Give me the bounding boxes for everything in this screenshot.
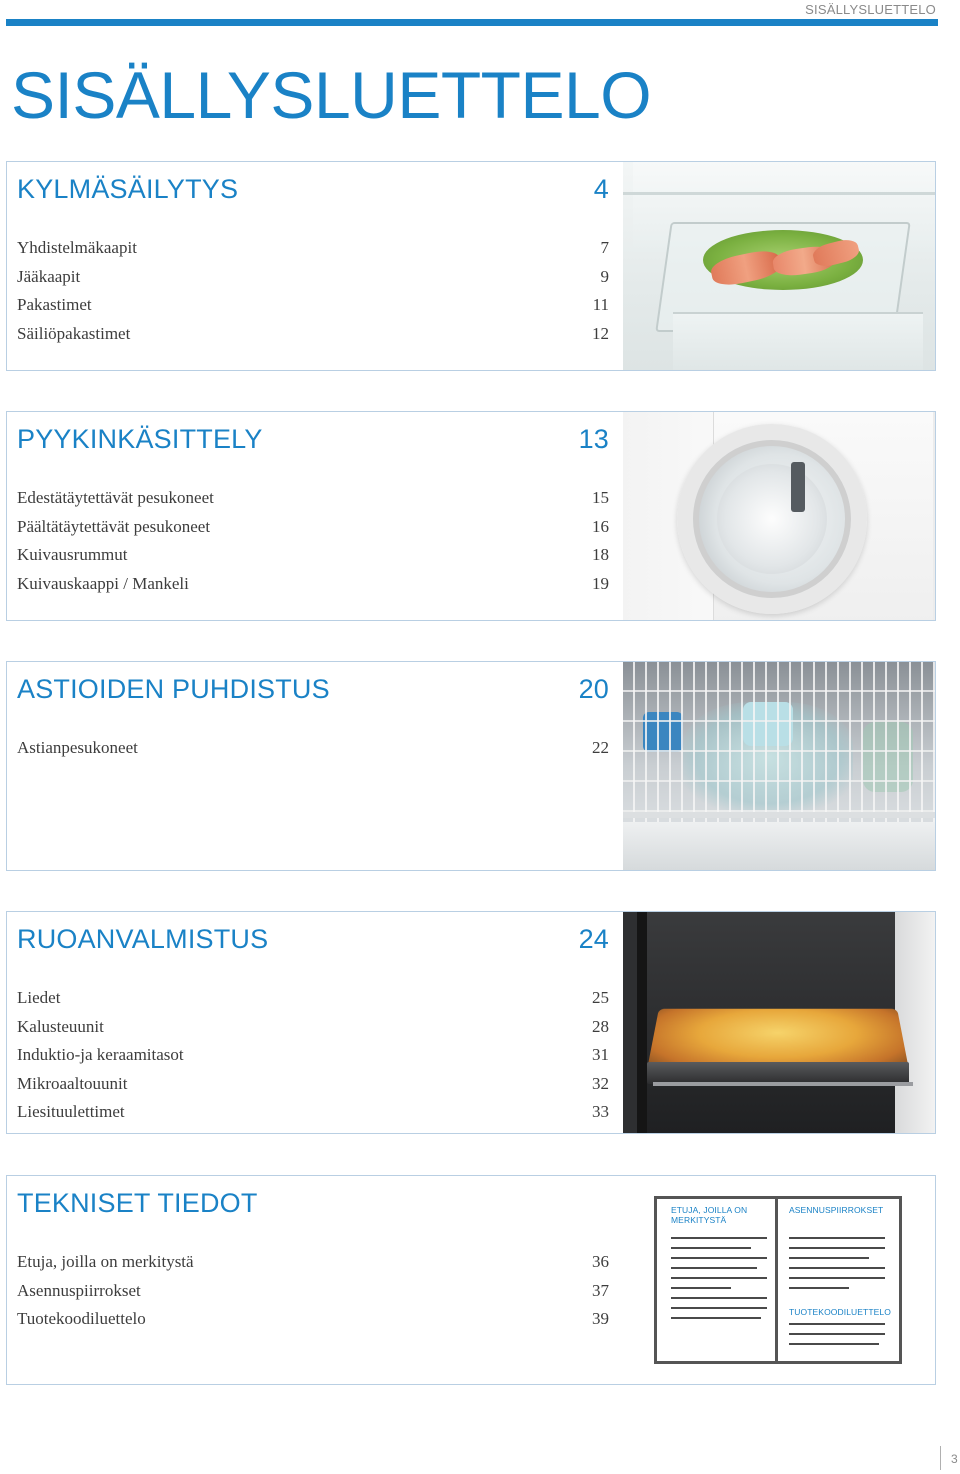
doc-text-line bbox=[671, 1277, 767, 1279]
doc-text-line bbox=[789, 1257, 869, 1259]
doc-right-subheading: TUOTEKOODILUETTELO bbox=[789, 1307, 891, 1317]
section-title: KYLMÄSÄILYTYS bbox=[17, 174, 239, 204]
doc-text-line bbox=[671, 1297, 767, 1299]
top-rule bbox=[6, 19, 938, 26]
folio-rule bbox=[940, 1446, 941, 1470]
toc-entry-list bbox=[17, 484, 609, 598]
toc-entry-page: 37 bbox=[592, 1280, 609, 1300]
toc-entry-page: 7 bbox=[600, 238, 609, 257]
toc-entry-page: 22 bbox=[592, 738, 609, 757]
doc-text-line bbox=[789, 1333, 885, 1335]
toc-entry-page: 18 bbox=[592, 545, 609, 565]
doc-text-line bbox=[789, 1287, 849, 1289]
toc-entry-label: Astianpesukoneet bbox=[17, 738, 138, 757]
toc-section-pyykinkasittely bbox=[6, 411, 936, 621]
toc-entry-page: 11 bbox=[592, 295, 609, 315]
toc-entry-page: 9 bbox=[600, 266, 609, 286]
toc-entry-label: Etuja, joilla on merkitystä bbox=[17, 1252, 194, 1271]
doc-right-heading: ASENNUSPIIRROKSET bbox=[789, 1205, 884, 1215]
toc-entry-label: Säiliöpakastimet bbox=[17, 323, 131, 343]
toc-entry-label: Yhdistelmäkaapit bbox=[17, 238, 137, 257]
toc-entry-page: 19 bbox=[592, 573, 609, 593]
toc-entry[interactable] bbox=[17, 234, 609, 263]
toc-entry[interactable] bbox=[17, 291, 609, 320]
toc-entry-list bbox=[17, 234, 609, 348]
toc-entry-label: Kuivausrummut bbox=[17, 545, 128, 565]
page-number: 3 bbox=[951, 1452, 958, 1466]
doc-text-line bbox=[671, 1267, 757, 1269]
doc-text-line bbox=[789, 1343, 879, 1345]
document-divider bbox=[775, 1199, 778, 1361]
doc-text-line bbox=[671, 1257, 767, 1259]
toc-entry[interactable] bbox=[17, 320, 609, 349]
section-page-number: 13 bbox=[578, 424, 609, 454]
toc-entry[interactable] bbox=[17, 1070, 609, 1099]
page-title: SISÄLLYSLUETTELO bbox=[11, 58, 652, 132]
toc-section-kylmasailytys bbox=[6, 161, 936, 371]
toc-entry-label: Päältätäytettävät pesukoneet bbox=[17, 516, 211, 536]
doc-text-line bbox=[789, 1237, 885, 1239]
toc-entry-label: Tuotekoodiluettelo bbox=[17, 1309, 146, 1329]
toc-entry-page: 36 bbox=[592, 1252, 609, 1271]
toc-entry-label: Pakastimet bbox=[17, 295, 92, 315]
doc-text-line bbox=[789, 1247, 885, 1249]
toc-entry-page: 39 bbox=[592, 1309, 609, 1329]
toc-entry-label: Liesituulettimet bbox=[17, 1102, 125, 1122]
section-title: ASTIOIDEN PUHDISTUS bbox=[17, 674, 330, 704]
toc-entry[interactable] bbox=[17, 984, 609, 1013]
dishwasher-photo bbox=[623, 662, 935, 870]
doc-text-line bbox=[671, 1307, 767, 1309]
section-heading[interactable] bbox=[17, 926, 609, 953]
doc-text-line bbox=[671, 1237, 767, 1239]
section-page-number: 20 bbox=[578, 674, 609, 704]
toc-entry[interactable] bbox=[17, 1098, 609, 1127]
doc-text-line bbox=[789, 1277, 885, 1279]
document-illustration bbox=[654, 1196, 902, 1364]
toc-entry-page: 32 bbox=[592, 1073, 609, 1093]
section-title: PYYKINKÄSITTELY bbox=[17, 424, 263, 454]
doc-text-line bbox=[671, 1287, 731, 1289]
section-title: RUOANVALMISTUS bbox=[17, 924, 269, 954]
toc-entry-page: 33 bbox=[592, 1102, 609, 1122]
toc-entry[interactable] bbox=[17, 263, 609, 292]
washing-machine-photo bbox=[623, 412, 935, 620]
toc-entry-page: 25 bbox=[592, 988, 609, 1007]
toc-entry[interactable] bbox=[17, 541, 609, 570]
section-heading[interactable] bbox=[17, 676, 609, 703]
doc-left-heading: ETUJA, JOILLA ON MERKITYSTÄ bbox=[671, 1205, 748, 1225]
running-head: SISÄLLYSLUETTELO bbox=[805, 2, 936, 17]
toc-entry[interactable] bbox=[17, 1305, 609, 1334]
doc-text-line bbox=[671, 1317, 761, 1319]
toc-entry[interactable] bbox=[17, 484, 609, 513]
section-heading[interactable] bbox=[17, 426, 609, 453]
toc-entry-label: Edestätäytettävät pesukoneet bbox=[17, 488, 214, 507]
toc-entry-label: Asennuspiirrokset bbox=[17, 1280, 141, 1300]
toc-entry-label: Jääkaapit bbox=[17, 266, 81, 286]
toc-entry[interactable] bbox=[17, 570, 609, 599]
toc-entry-label: Kuivauskaappi / Mankeli bbox=[17, 573, 189, 593]
toc-entry[interactable] bbox=[17, 1277, 609, 1306]
toc-section-astioiden-puhdistus bbox=[6, 661, 936, 871]
section-heading[interactable] bbox=[17, 1190, 609, 1217]
toc-entry-page: 12 bbox=[592, 323, 609, 343]
oven-photo bbox=[623, 912, 935, 1133]
toc-entry-list bbox=[17, 1248, 609, 1334]
toc-entry-label: Kalusteuunit bbox=[17, 1016, 104, 1036]
toc-entry[interactable] bbox=[17, 1041, 609, 1070]
toc-entry[interactable] bbox=[17, 513, 609, 542]
toc-entry-page: 16 bbox=[592, 516, 609, 536]
doc-text-line bbox=[789, 1267, 885, 1269]
toc-entry[interactable] bbox=[17, 734, 609, 763]
section-title: TEKNISET TIEDOT bbox=[17, 1188, 258, 1218]
toc-entry[interactable] bbox=[17, 1248, 609, 1277]
doc-text-line bbox=[671, 1247, 751, 1249]
toc-entry-label: Mikroaaltouunit bbox=[17, 1073, 128, 1093]
toc-entry[interactable] bbox=[17, 1013, 609, 1042]
section-page-number: 24 bbox=[578, 924, 609, 954]
toc-section-ruoanvalmistus bbox=[6, 911, 936, 1134]
toc-entry-list bbox=[17, 984, 609, 1127]
toc-entry-label: Liedet bbox=[17, 988, 61, 1007]
toc-entry-page: 15 bbox=[592, 488, 609, 507]
fridge-drawer-photo bbox=[623, 162, 935, 370]
toc-entry-list bbox=[17, 734, 609, 763]
section-page-number: 4 bbox=[593, 174, 609, 204]
toc-entry-label: Induktio-ja keraamitasot bbox=[17, 1045, 184, 1065]
toc-entry-page: 28 bbox=[592, 1016, 609, 1036]
section-heading[interactable] bbox=[17, 176, 609, 203]
toc-entry-page: 31 bbox=[592, 1045, 609, 1065]
doc-text-line bbox=[789, 1323, 885, 1325]
